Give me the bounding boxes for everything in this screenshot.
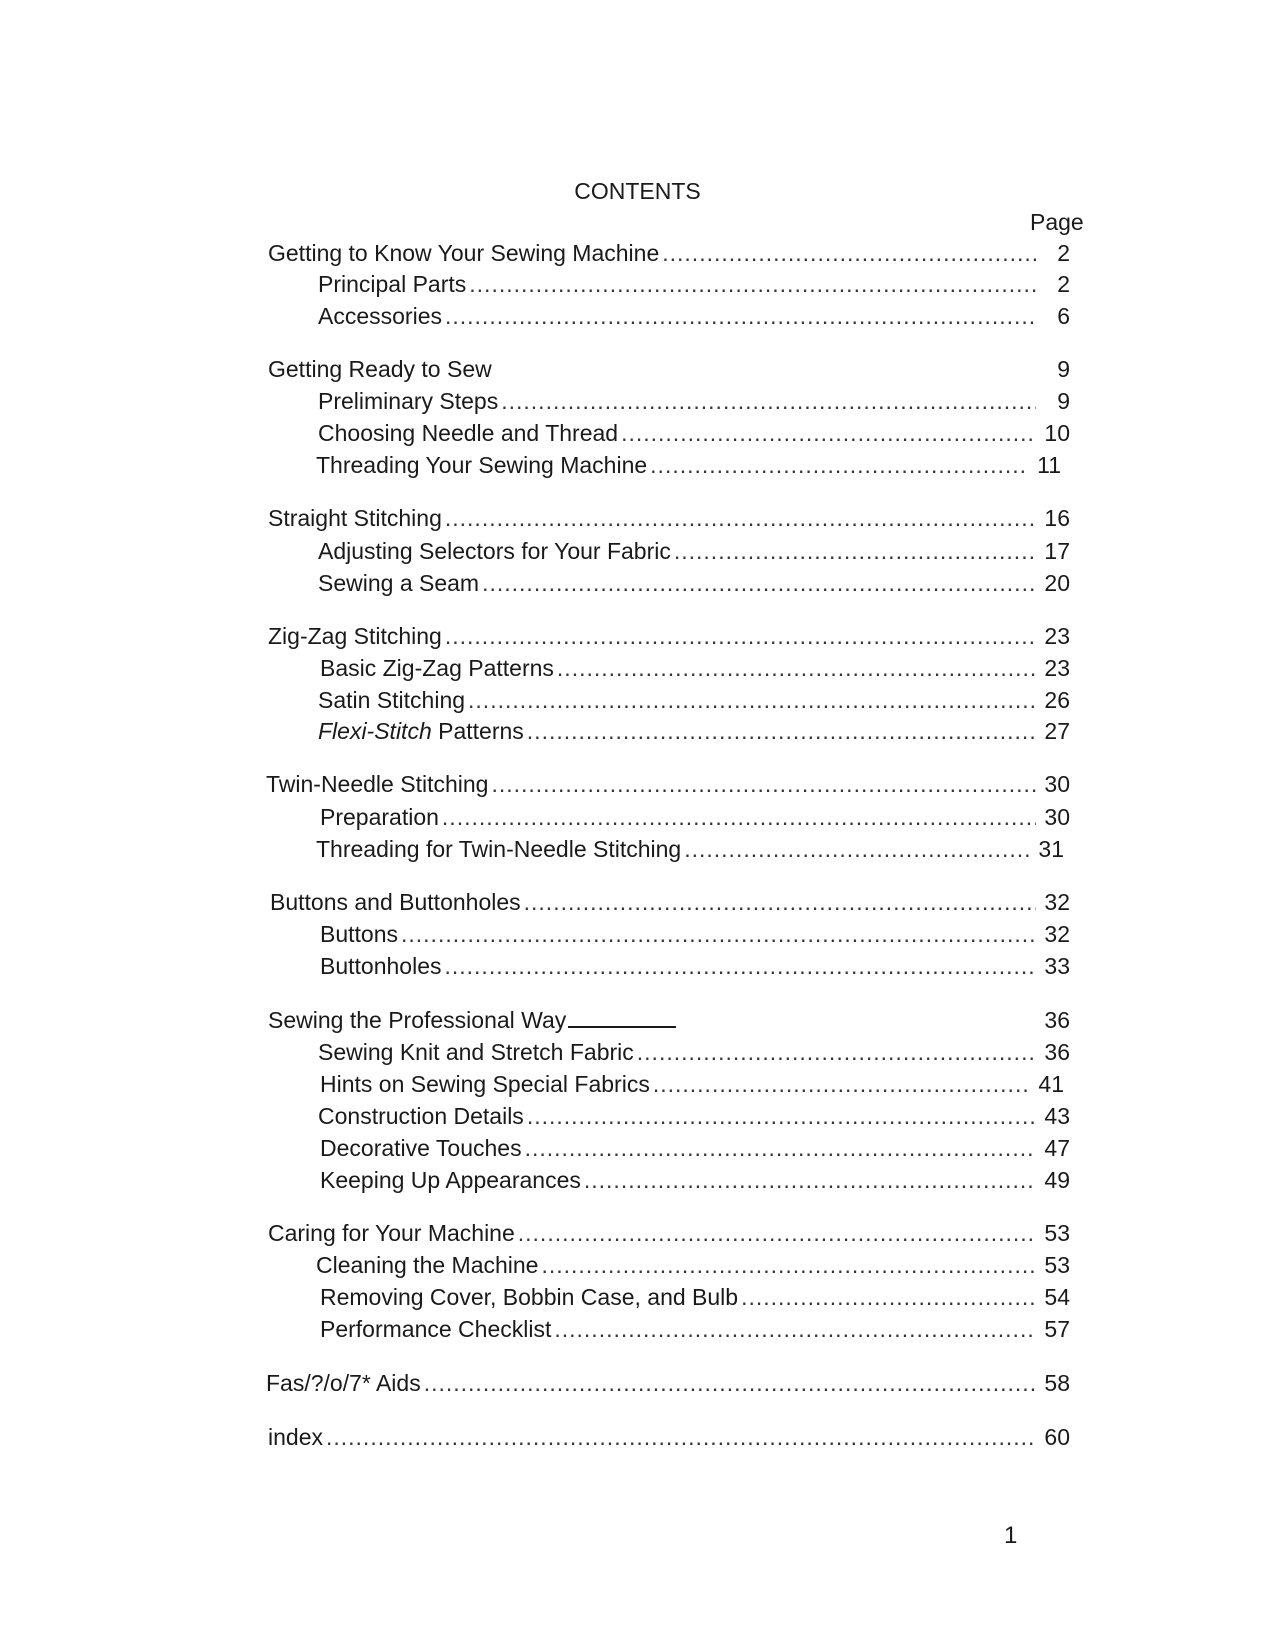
dot-leader: [501, 388, 1036, 415]
toc-entry-section[interactable]: [268, 505, 1070, 535]
toc-entry-label: Fas/?/o/7* Aids: [266, 1370, 421, 1396]
toc-entry-label-italic: Flexi-Stitch: [318, 718, 432, 744]
dot-leader: [527, 718, 1036, 745]
toc-entry-label: Caring for Your Machine: [268, 1220, 515, 1246]
toc-entry-subsection[interactable]: [316, 836, 1064, 866]
toc-entry-label: [318, 718, 524, 745]
toc-entry-subsection[interactable]: [320, 1167, 1070, 1197]
toc-entry-page: 33: [1044, 953, 1070, 979]
toc-entry-subsection[interactable]: [320, 804, 1070, 834]
toc-entry-label: index: [268, 1424, 323, 1450]
toc-entry-label: Adjusting Selectors for Your Fabric: [318, 538, 671, 564]
toc-entry-page: 53: [1044, 1252, 1070, 1278]
toc-entry-subsection[interactable]: [318, 718, 1070, 748]
toc-entry-label: Preparation: [320, 804, 439, 830]
toc-entry-page: 23: [1044, 655, 1070, 681]
toc-entry-label: Sewing a Seam: [318, 570, 480, 596]
toc-entry-subsection[interactable]: [318, 420, 1070, 450]
toc-entry-label: Accessories: [318, 303, 442, 329]
toc-entry-page: 53: [1044, 1220, 1070, 1246]
toc-entry-label: Decorative Touches: [320, 1135, 522, 1161]
toc-entry-section[interactable]: [268, 623, 1070, 653]
toc-entry-label: Basic Zig-Zag Patterns: [320, 655, 554, 681]
toc-entry-subsection[interactable]: [320, 655, 1070, 685]
toc-entry-page: 9: [1057, 388, 1070, 414]
toc-entry-section[interactable]: [268, 1006, 1070, 1036]
underline-rule: [568, 1006, 676, 1028]
toc-entry-page: 2: [1057, 240, 1070, 266]
toc-entry-subsection[interactable]: [318, 570, 1070, 600]
toc-entry-label: Cleaning the Machine: [316, 1252, 539, 1278]
toc-entry-subsection[interactable]: [318, 538, 1070, 568]
toc-entry-section[interactable]: [268, 240, 1070, 270]
dot-leader: [444, 953, 1036, 980]
toc-entry-page: 58: [1044, 1370, 1070, 1396]
toc-entry-subsection[interactable]: [318, 1103, 1070, 1133]
page-column-header: Page: [1030, 209, 1084, 235]
toc-entry-page: 47: [1044, 1135, 1070, 1161]
dot-leader: [653, 1071, 1030, 1098]
dot-leader: [584, 1167, 1036, 1194]
toc-entry-page: 36: [1044, 1007, 1070, 1033]
toc-entry-subsection[interactable]: [316, 452, 1061, 482]
dot-leader: [527, 1103, 1036, 1130]
toc-entry-page: 23: [1044, 623, 1070, 649]
dot-leader: [468, 687, 1036, 714]
toc-entry-subsection[interactable]: [318, 303, 1070, 333]
toc-entry-label: Principal Parts: [318, 271, 467, 297]
toc-entry-label: Performance Checklist: [320, 1316, 552, 1342]
toc-entry-label: Buttons: [320, 921, 398, 947]
toc-entry-page: 32: [1044, 921, 1070, 947]
toc-entry-page: 32: [1044, 889, 1070, 915]
toc-entry-label: Twin-Needle Stitching: [266, 771, 489, 797]
toc-entry-subsection[interactable]: [320, 1135, 1070, 1165]
dot-leader: [541, 1252, 1036, 1279]
toc-entry-label: Zig-Zag Stitching: [268, 623, 442, 649]
dot-leader: [684, 836, 1030, 863]
toc-entry-label: Getting to Know Your Sewing Machine: [268, 240, 660, 266]
toc-entry-section[interactable]: [268, 1220, 1070, 1250]
toc-entry-section[interactable]: [270, 889, 1070, 919]
dot-leader: [482, 570, 1036, 597]
toc-entry-section[interactable]: [266, 771, 1070, 801]
toc-entry-page: 26: [1044, 687, 1070, 713]
toc-entry-subsection[interactable]: [320, 1316, 1070, 1346]
toc-entry-label-rest: Patterns: [431, 718, 524, 744]
toc-entry-page: 30: [1044, 771, 1070, 797]
toc-entry-page: 57: [1044, 1316, 1070, 1342]
toc-entry-subsection[interactable]: [320, 1071, 1064, 1101]
dot-leader: [621, 420, 1036, 447]
toc-entry-page: 36: [1044, 1039, 1070, 1065]
toc-entry-label: Removing Cover, Bobbin Case, and Bulb: [320, 1284, 739, 1310]
dot-leader: [442, 804, 1036, 831]
toc-entry-subsection[interactable]: [318, 388, 1070, 418]
toc-entry-page: 17: [1044, 538, 1070, 564]
toc-entry-label: Preliminary Steps: [318, 388, 499, 414]
toc-entry-page: 6: [1057, 303, 1070, 329]
dot-leader: [524, 889, 1036, 916]
dot-leader: [469, 271, 1036, 298]
toc-entry-page: 60: [1044, 1424, 1070, 1450]
dot-leader: [326, 1424, 1036, 1451]
toc-entry-section[interactable]: [268, 1424, 1070, 1454]
dot-leader: [554, 1316, 1036, 1343]
dot-leader: [557, 655, 1036, 682]
toc-entry-label: Sewing Knit and Stretch Fabric: [318, 1039, 634, 1065]
toc-entry-page: 49: [1044, 1167, 1070, 1193]
toc-entry-page: 27: [1044, 718, 1070, 744]
toc-entry-label: Straight Stitching: [268, 505, 442, 531]
toc-entry-subsection[interactable]: [318, 1039, 1070, 1069]
dot-leader: [445, 303, 1036, 330]
toc-entry-label: Buttonholes: [320, 953, 442, 979]
toc-entry-page: 30: [1044, 804, 1070, 830]
dot-leader: [401, 921, 1036, 948]
toc-entry-subsection[interactable]: [320, 1284, 1070, 1314]
dot-leader: [741, 1284, 1036, 1311]
contents-title: CONTENTS: [574, 178, 701, 204]
dot-leader: [674, 538, 1036, 565]
toc-entry-page: 9: [1057, 356, 1070, 382]
toc-entry-page: 43: [1044, 1103, 1070, 1129]
toc-entry-label: Choosing Needle and Thread: [318, 420, 619, 446]
dot-leader: [650, 452, 1027, 479]
toc-entry-page: 31: [1038, 836, 1064, 862]
toc-entry-label: Threading for Twin-Needle Stitching: [316, 836, 682, 862]
dot-leader: [445, 505, 1036, 532]
toc-entry-page: 20: [1044, 570, 1070, 596]
toc-entry-subsection[interactable]: [318, 687, 1070, 717]
dot-leader: [491, 771, 1036, 798]
toc-entry-page: 41: [1038, 1071, 1064, 1097]
page-number: 1: [1004, 1522, 1018, 1549]
toc-entry-label: Keeping Up Appearances: [320, 1167, 581, 1193]
dot-leader: [424, 1370, 1036, 1397]
toc-entry-page: 10: [1044, 420, 1070, 446]
toc-entry-subsection[interactable]: [318, 271, 1070, 301]
toc-entry-label: Hints on Sewing Special Fabrics: [320, 1071, 650, 1097]
dot-leader: [525, 1135, 1036, 1162]
toc-entry-page: 2: [1057, 271, 1070, 297]
toc-entry-page: 11: [1037, 452, 1061, 478]
toc-entry-label: Construction Details: [318, 1103, 524, 1129]
toc-entry-section[interactable]: [266, 1370, 1070, 1400]
dot-leader: [445, 623, 1036, 650]
toc-entry-label: Sewing the Professional Way: [268, 1007, 567, 1033]
toc-entry-subsection[interactable]: [316, 1252, 1070, 1282]
toc-entry-label: Buttons and Buttonholes: [270, 889, 521, 915]
toc-entry-label: Satin Stitching: [318, 687, 466, 713]
toc-entry-page: 16: [1044, 505, 1070, 531]
toc-entry-subsection[interactable]: [320, 953, 1070, 983]
toc-entry-page: 54: [1044, 1284, 1070, 1310]
toc-entry-label: Threading Your Sewing Machine: [316, 452, 648, 478]
dot-leader: [662, 240, 1036, 267]
toc-entry-label: Getting Ready to Sew: [268, 356, 492, 382]
toc-entry-subsection[interactable]: [320, 921, 1070, 951]
toc-entry-section[interactable]: [268, 356, 1070, 386]
dot-leader: [518, 1220, 1036, 1247]
dot-leader: [637, 1039, 1036, 1066]
